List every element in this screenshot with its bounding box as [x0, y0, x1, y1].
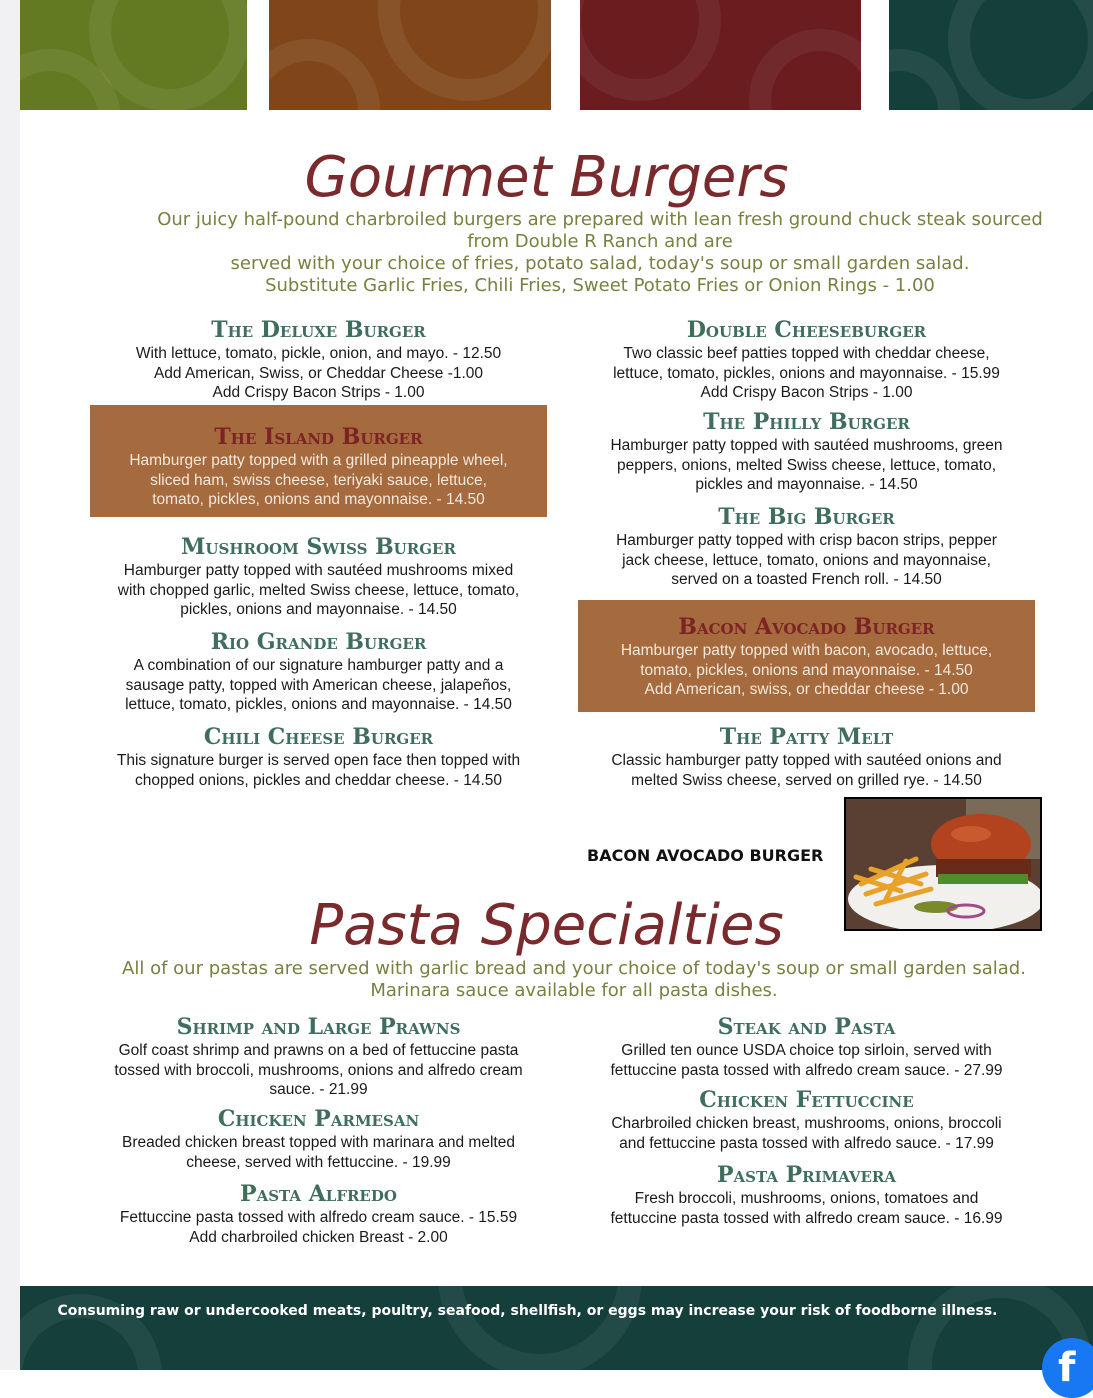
item-name: The Deluxe Burger [211, 317, 426, 343]
desc-line: Grilled ten ounce USDA choice top sirloin, served with [621, 1042, 992, 1059]
intro-line: All of our pastas are served with garlic bread and your choice of today's soup or small garden salad. [122, 958, 1026, 979]
item-name: Double Cheeseburger [686, 317, 927, 343]
menu-item-island-burger [90, 405, 547, 517]
desc-line: Breaded chicken breast topped with marinara and melted [122, 1134, 515, 1151]
desc-line: Hamburger patty topped with bacon, avocado, lettuce, [620, 642, 993, 659]
item-description [90, 656, 547, 715]
item-description [578, 531, 1035, 590]
desc-line: Add charbroiled chicken Breast - 2.00 [189, 1228, 448, 1246]
desc-line: Classic hamburger patty topped with sautéed onions and [611, 752, 1002, 769]
intro-line: Our juicy half-pound charbroiled burgers are prepared with lean fresh ground chuck steak sourced [157, 209, 1043, 230]
item-description [90, 344, 547, 403]
menu-item-chicken-parmesan [90, 1107, 547, 1172]
desc-line: Fresh broccoli, mushrooms, onions, tomatoes and [634, 1190, 979, 1207]
header-block-teal [889, 0, 1093, 110]
burgers-intro [60, 209, 1093, 297]
intro-line: Substitute Garlic Fries, Chili Fries, Sweet Potato Fries or Onion Rings - 1.00 [265, 275, 935, 296]
desc-line: Hamburger patty topped with sautéed mushrooms, green [610, 437, 1003, 454]
item-name: Pasta Alfredo [240, 1181, 397, 1207]
desc-line: peppers, onions, melted Swiss cheese, lettuce, tomato, [616, 456, 997, 474]
item-name: Pasta Primavera [716, 1162, 896, 1188]
menu-item-pasta-primavera [578, 1163, 1035, 1228]
intro-line: from Double R Ranch and are [467, 231, 733, 252]
item-name: Chicken Fettuccine [699, 1087, 914, 1113]
header-block-green [20, 0, 247, 110]
desc-line: jack cheese, lettuce, tomato, onions and mayonnaise, [622, 551, 991, 569]
desc-line: chopped onions, pickles and cheddar cheese. - 14.50 [134, 771, 503, 789]
item-description [578, 1114, 1035, 1153]
desc-line: Add American, swiss, or cheddar cheese - 1.00 [644, 681, 969, 698]
item-name: The Patty Melt [719, 724, 894, 750]
item-description [90, 1208, 547, 1247]
desc-line: fettuccine pasta tossed with alfredo cream sauce. - 27.99 [610, 1061, 1003, 1079]
desc-line: sauce. - 21.99 [269, 1081, 368, 1098]
item-description [578, 344, 1035, 403]
desc-line: tomato, pickles, onions and mayonnaise. - 14.50 [640, 661, 973, 679]
desc-line: Hamburger patty topped with sautéed mushrooms mixed [123, 562, 514, 579]
desc-line: A combination of our signature hamburger patty and a [133, 657, 504, 674]
desc-line: with chopped garlic, melted Swiss cheese, lettuce, tomato, [117, 581, 520, 599]
menu-item-deluxe-burger [90, 318, 547, 403]
menu-item-shrimp-prawns [90, 1015, 547, 1100]
item-description [578, 641, 1035, 700]
item-name: Chicken Parmesan [217, 1106, 420, 1132]
desc-line: Add Crispy Bacon Strips - 1.00 [212, 384, 425, 401]
item-name: Mushroom Swiss Burger [181, 534, 456, 560]
intro-line: served with your choice of fries, potato salad, today's soup or small garden salad. [230, 253, 970, 274]
item-description [90, 561, 547, 620]
menu-item-chicken-fettuccine [578, 1088, 1035, 1153]
pasta-intro [20, 958, 1093, 1002]
desc-line: This signature burger is served open face then topped with [116, 752, 521, 769]
item-description [90, 451, 547, 510]
facebook-icon[interactable] [1042, 1338, 1093, 1398]
item-name: Chili Cheese Burger [203, 724, 434, 750]
item-description [90, 751, 547, 790]
burgers-title: Gourmet Burgers [304, 145, 789, 210]
menu-item-philly-burger [578, 410, 1035, 495]
desc-line: lettuce, tomato, pickles, onions and mayonnaise. - 14.50 [125, 696, 512, 713]
desc-line: melted Swiss cheese, served on grilled rye. - 14.50 [631, 771, 982, 789]
item-name: Shrimp and Large Prawns [176, 1014, 461, 1040]
desc-line: lettuce, tomato, pickles, onions and mayonnaise. - 15.99 [613, 364, 1000, 382]
desc-line: and fettuccine pasta tossed with alfredo sauce. - 17.99 [619, 1134, 994, 1152]
header-block-maroon [580, 0, 861, 110]
desc-line: cheese, served with fettuccine. - 19.99 [186, 1153, 451, 1171]
header-block-brown [269, 0, 551, 110]
footer-banner [20, 1286, 1093, 1370]
pasta-title: Pasta Specialties [309, 893, 784, 958]
desc-line: Hamburger patty topped with a grilled pineapple wheel, [129, 452, 508, 469]
item-name: The Big Burger [718, 504, 895, 530]
menu-item-double-cheeseburger [578, 318, 1035, 403]
desc-line: tossed with broccoli, mushrooms, onions and alfredo cream [114, 1061, 523, 1079]
item-name: Rio Grande Burger [210, 629, 427, 655]
item-name: Bacon Avocado Burger [678, 614, 935, 640]
menu-item-bacon-avocado-burger [578, 600, 1035, 712]
menu-item-rio-grande-burger [90, 630, 547, 715]
intro-line: Marinara sauce available for all pasta dishes. [370, 980, 778, 1001]
desc-line: Two classic beef patties topped with cheddar cheese, [623, 345, 990, 362]
menu-item-steak-pasta [578, 1015, 1035, 1080]
item-description [578, 436, 1035, 495]
menu-item-chili-cheese-burger [90, 725, 547, 790]
facebook-glyph: f [1058, 1345, 1076, 1391]
item-name: The Philly Burger [703, 409, 910, 435]
menu-item-mushroom-swiss-burger [90, 535, 547, 620]
item-description [90, 1041, 547, 1100]
desc-line: pickles, onions and mayonnaise. - 14.50 [180, 601, 457, 618]
desc-line: sausage patty, topped with American cheese, jalapeños, [125, 676, 512, 694]
desc-line: tomato, pickles, onions and mayonnaise. - 14.50 [152, 491, 485, 508]
menu-item-patty-melt [578, 725, 1035, 790]
food-safety-disclaimer: Consuming raw or undercooked meats, poultry, seafood, shellfish, or eggs may increase your risk of foodborne illness. [57, 1303, 998, 1319]
item-description [578, 751, 1035, 790]
menu-item-pasta-alfredo [90, 1182, 547, 1247]
desc-line: pickles and mayonnaise. - 14.50 [695, 476, 918, 493]
item-description [90, 1133, 547, 1172]
item-description [578, 1041, 1035, 1080]
desc-line: fettuccine pasta tossed with alfredo cream sauce. - 16.99 [610, 1209, 1003, 1227]
desc-line: Add Crispy Bacon Strips - 1.00 [700, 384, 913, 401]
item-description [578, 1189, 1035, 1228]
item-name: Steak and Pasta [717, 1014, 896, 1040]
desc-line: Hamburger patty topped with crisp bacon strips, pepper [616, 532, 997, 549]
desc-line: Charbroiled chicken breast, mushrooms, onions, broccoli [611, 1115, 1002, 1132]
menu-item-big-burger [578, 505, 1035, 590]
desc-line: With lettuce, tomato, pickle, onion, and mayo. - 12.50 [135, 345, 502, 362]
desc-line: Fettuccine pasta tossed with alfredo cream sauce. - 15.59 [119, 1209, 518, 1226]
desc-line: Add American, Swiss, or Cheddar Cheese -1.00 [153, 364, 484, 382]
desc-line: served on a toasted French roll. - 14.50 [671, 571, 942, 588]
item-name: The Island Burger [214, 424, 423, 450]
photo-caption: BACON AVOCADO BURGER [587, 846, 824, 865]
desc-line: sliced ham, swiss cheese, teriyaki sauce, lettuce, [150, 471, 487, 489]
desc-line: Golf coast shrimp and prawns on a bed of fettuccine pasta [118, 1042, 519, 1059]
